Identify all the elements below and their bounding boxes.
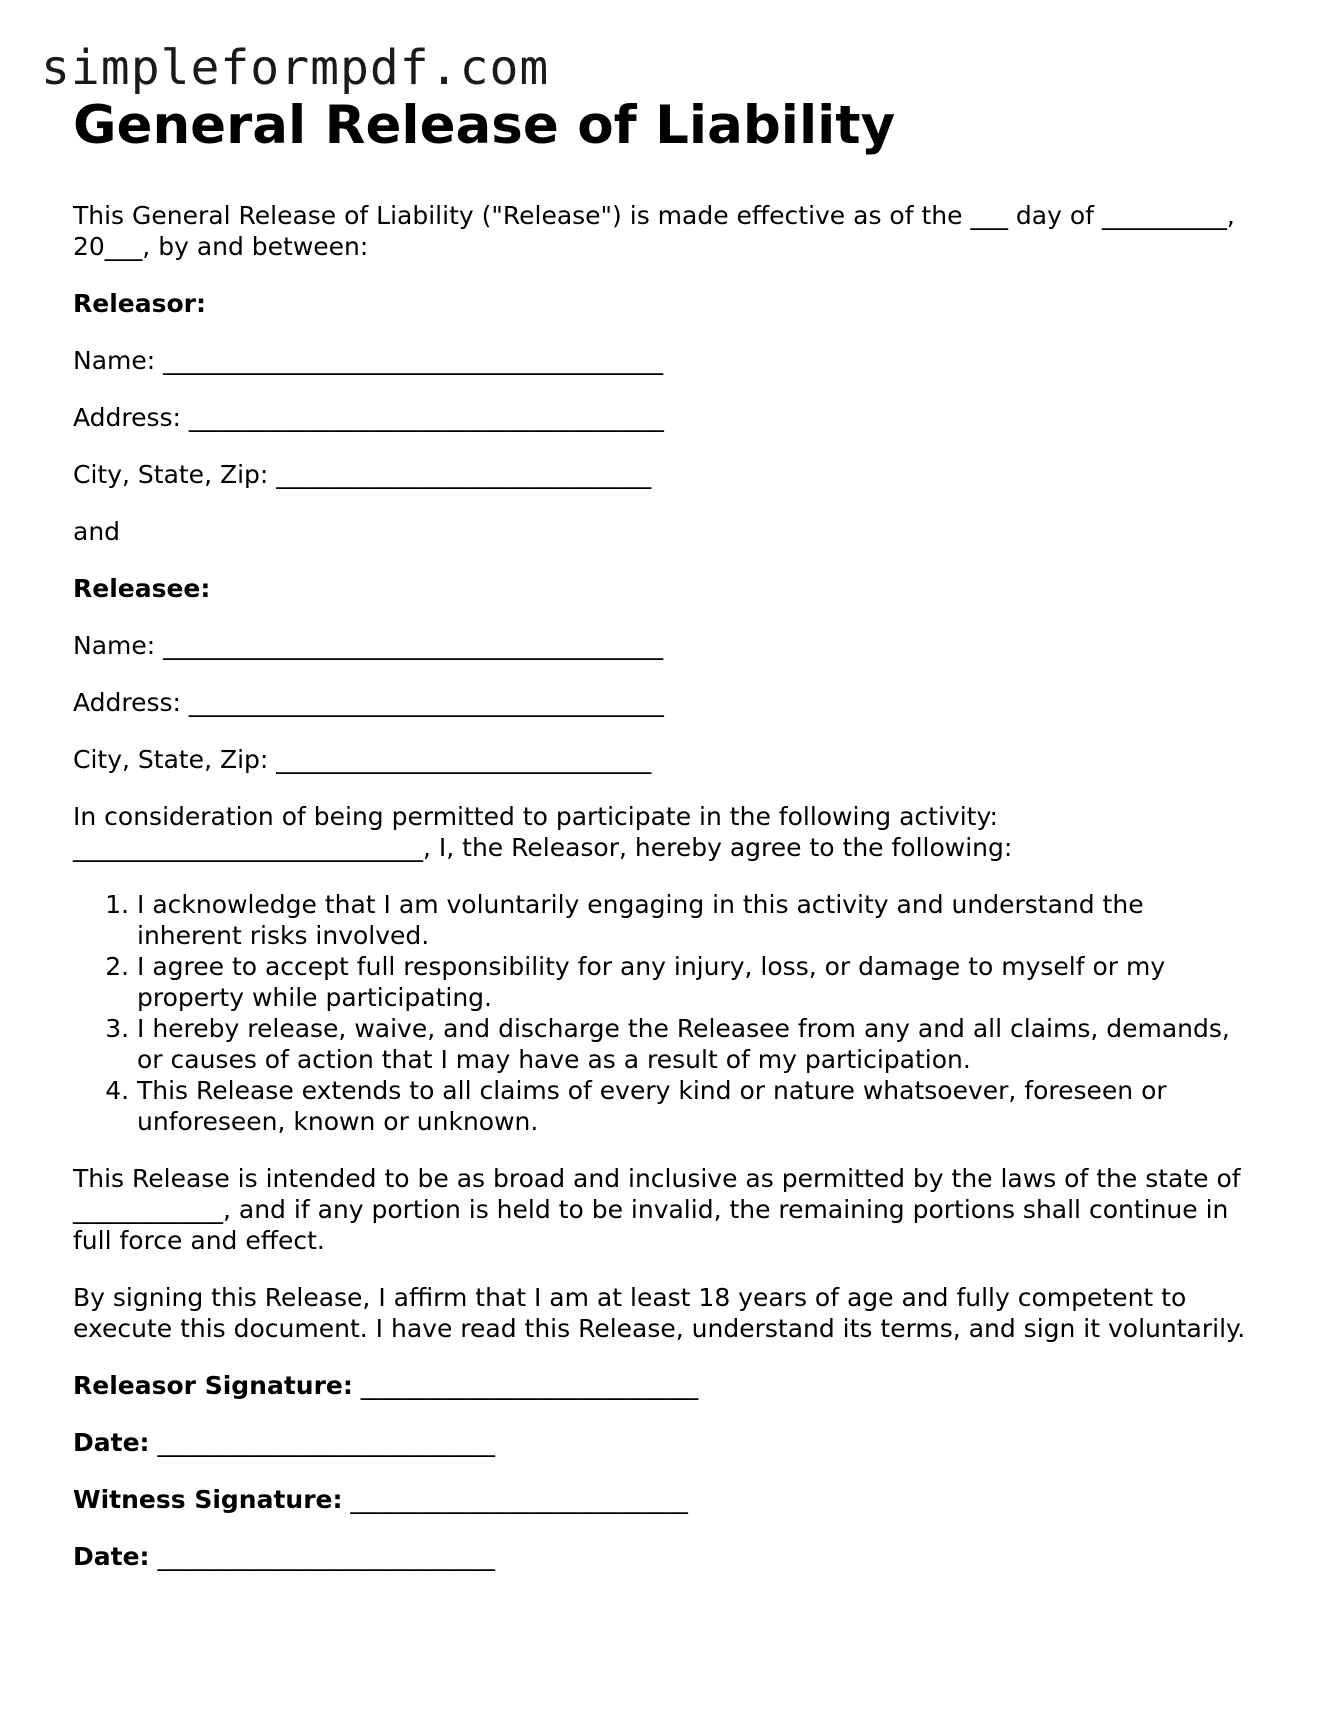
- witness-signature-label: Witness Signature:: [73, 1485, 343, 1514]
- witness-date-line: [73, 1541, 1253, 1572]
- watermark-text: simpleformpdf.com: [41, 40, 550, 96]
- releasee-heading: Releasee:: [73, 574, 211, 603]
- witness-date-label: Date:: [73, 1542, 150, 1571]
- releasor-date-label: Date:: [73, 1428, 150, 1457]
- terms-list: [73, 889, 1253, 1137]
- releasor-name-field: Name: ________________________________________: [73, 346, 664, 375]
- document-page: [73, 90, 1253, 1598]
- consideration-paragraph: In consideration of being permitted to participate in the following activity: ____________________________, I, the Releasor, hereby agree to the following:: [73, 802, 1013, 862]
- releasor-signature-blank: ___________________________: [352, 1371, 699, 1400]
- witness-date-blank: ___________________________: [149, 1542, 495, 1571]
- releasor-address-field: Address: ______________________________________: [73, 403, 664, 432]
- releasee-name-field: Name: ________________________________________: [73, 631, 664, 660]
- releasee-city-field: City, State, Zip: ______________________________: [73, 745, 652, 774]
- and-text: and: [73, 517, 121, 546]
- releasor-signature-line: [73, 1370, 1253, 1401]
- releasor-date-blank: ___________________________: [149, 1428, 495, 1457]
- releasor-signature-label: Releasor Signature:: [73, 1371, 353, 1400]
- releasee-address-field: Address: ______________________________________: [73, 688, 664, 717]
- witness-signature-blank: ___________________________: [342, 1485, 688, 1514]
- term-item: 4. This Release extends to all claims of every kind or nature whatsoever, foreseen or unforeseen, known or unknown.: [137, 1075, 1253, 1137]
- term-item: 3. I hereby release, waive, and discharge the Releasee from any and all claims, demands, or causes of action that I may have as a result of my participation.: [137, 1013, 1253, 1075]
- intro-paragraph: This General Release of Liability ("Release") is made effective as of the ___ day of __________, 20___, by and between:: [73, 201, 1235, 261]
- releasor-date-line: [73, 1427, 1253, 1458]
- witness-signature-line: [73, 1484, 1253, 1515]
- releasor-heading: Releasor:: [73, 289, 206, 318]
- term-item: 2. I agree to accept full responsibility for any injury, loss, or damage to myself or my property while participating.: [137, 951, 1253, 1013]
- term-item: 1. I acknowledge that I am voluntarily engaging in this activity and understand the inherent risks involved.: [137, 889, 1253, 951]
- document-title: General Release of Liability: [73, 95, 896, 156]
- releasor-city-field: City, State, Zip: ______________________________: [73, 460, 652, 489]
- affirmation-paragraph: By signing this Release, I affirm that I am at least 18 years of age and fully competent to execute this document. I have read this Release, understand its terms, and sign it voluntarily.: [73, 1283, 1246, 1343]
- broad-clause-paragraph: This Release is intended to be as broad and inclusive as permitted by the laws of the state of ____________, and if any portion is held to be invalid, the remaining portions shall continue in full force and effect.: [73, 1164, 1241, 1255]
